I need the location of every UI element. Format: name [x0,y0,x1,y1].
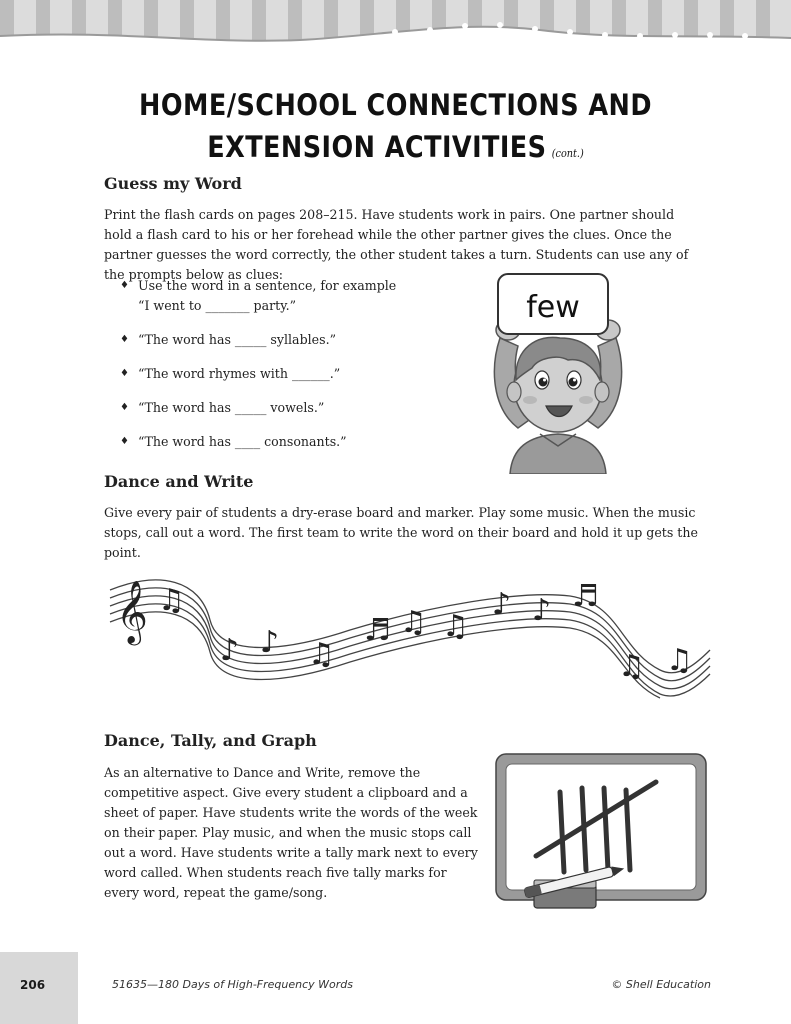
list-item [118,276,396,316]
svg-text:♫: ♫ [666,643,693,678]
prompt-text: Use the word in a sentence, for example “I went to _______ party.” [138,278,397,313]
svg-text:♪: ♪ [492,587,512,622]
page-number: 206 [20,978,46,992]
top-border-decoration [0,0,791,60]
list-item [118,432,396,452]
boy-holding-flashcard-icon [488,268,628,474]
list-item [118,398,396,418]
bullet-icon: ♦ [120,280,129,291]
page-title-line1: HOME/SCHOOL CONNECTIONS AND [139,88,652,122]
page-title-line2 [47,130,743,164]
prompt-list [118,276,396,466]
svg-text:♫: ♫ [442,609,469,644]
treble-clef-icon: 𝄞 [116,580,148,643]
bullet-icon: ♦ [120,334,129,345]
prompt-text: “The word rhymes with ______.” [138,366,341,381]
bullet-icon: ♦ [120,436,129,447]
list-item [118,330,396,350]
bullet-icon: ♦ [120,402,129,413]
list-item [118,364,396,384]
svg-text:♪: ♪ [532,593,552,628]
section-text-dance: Give every pair of students a dry-erase board and marker. Play some music. When the music stops, call out a word. The first team to write the word on their board and hold it up gets the point. [104,505,698,560]
section-text-guess: Print the flash cards on pages 208–215. Have students work in pairs. One partner should hold a flash card to his or her forehead while the other partner gives the clues. Once the partner guesses the word correctly, the other student takes a turn. Students can use any of the prompts below as clues: [104,207,689,282]
music-staff-ribbon-icon [100,560,712,700]
page-title-text: EXTENSION ACTIVITIES [207,130,547,164]
prompt-text: “The word has _____ vowels.” [138,400,325,415]
section-text-tally: As an alternative to Dance and Write, remove the competitive aspect. Give every student a clipboard and a sheet of paper. Have students write the words of the week on their paper. Play music, and when the music stops call out a word. Have students write a tally mark next to every word called. When students reach five tally marks for every word, repeat the game/song. [104,765,478,900]
svg-text:♫: ♫ [308,637,335,672]
whiteboard-tally-icon [494,752,710,912]
flashcard-word: few [526,290,580,325]
bullet-icon: ♦ [120,368,129,379]
footer-book-title: 51635—180 Days of High-Frequency Words [112,978,353,991]
svg-text:♪: ♪ [260,625,280,660]
prompt-text: “The word has ____ consonants.” [138,434,347,449]
svg-text:♪: ♪ [220,633,240,668]
section-heading-tally: Dance, Tally, and Graph [104,731,317,750]
svg-text:♫: ♫ [158,583,185,618]
section-heading-guess: Guess my Word [104,174,242,193]
svg-text:♫: ♫ [400,605,427,640]
section-heading-dance: Dance and Write [104,472,254,491]
svg-text:♬: ♬ [572,579,599,614]
svg-text:♬: ♬ [364,613,391,648]
page-title-cont: (cont.) [551,147,584,160]
footer-publisher: © Shell Education [611,978,711,991]
prompt-text: “The word has _____ syllables.” [138,332,337,347]
svg-text:♫: ♫ [618,649,645,684]
